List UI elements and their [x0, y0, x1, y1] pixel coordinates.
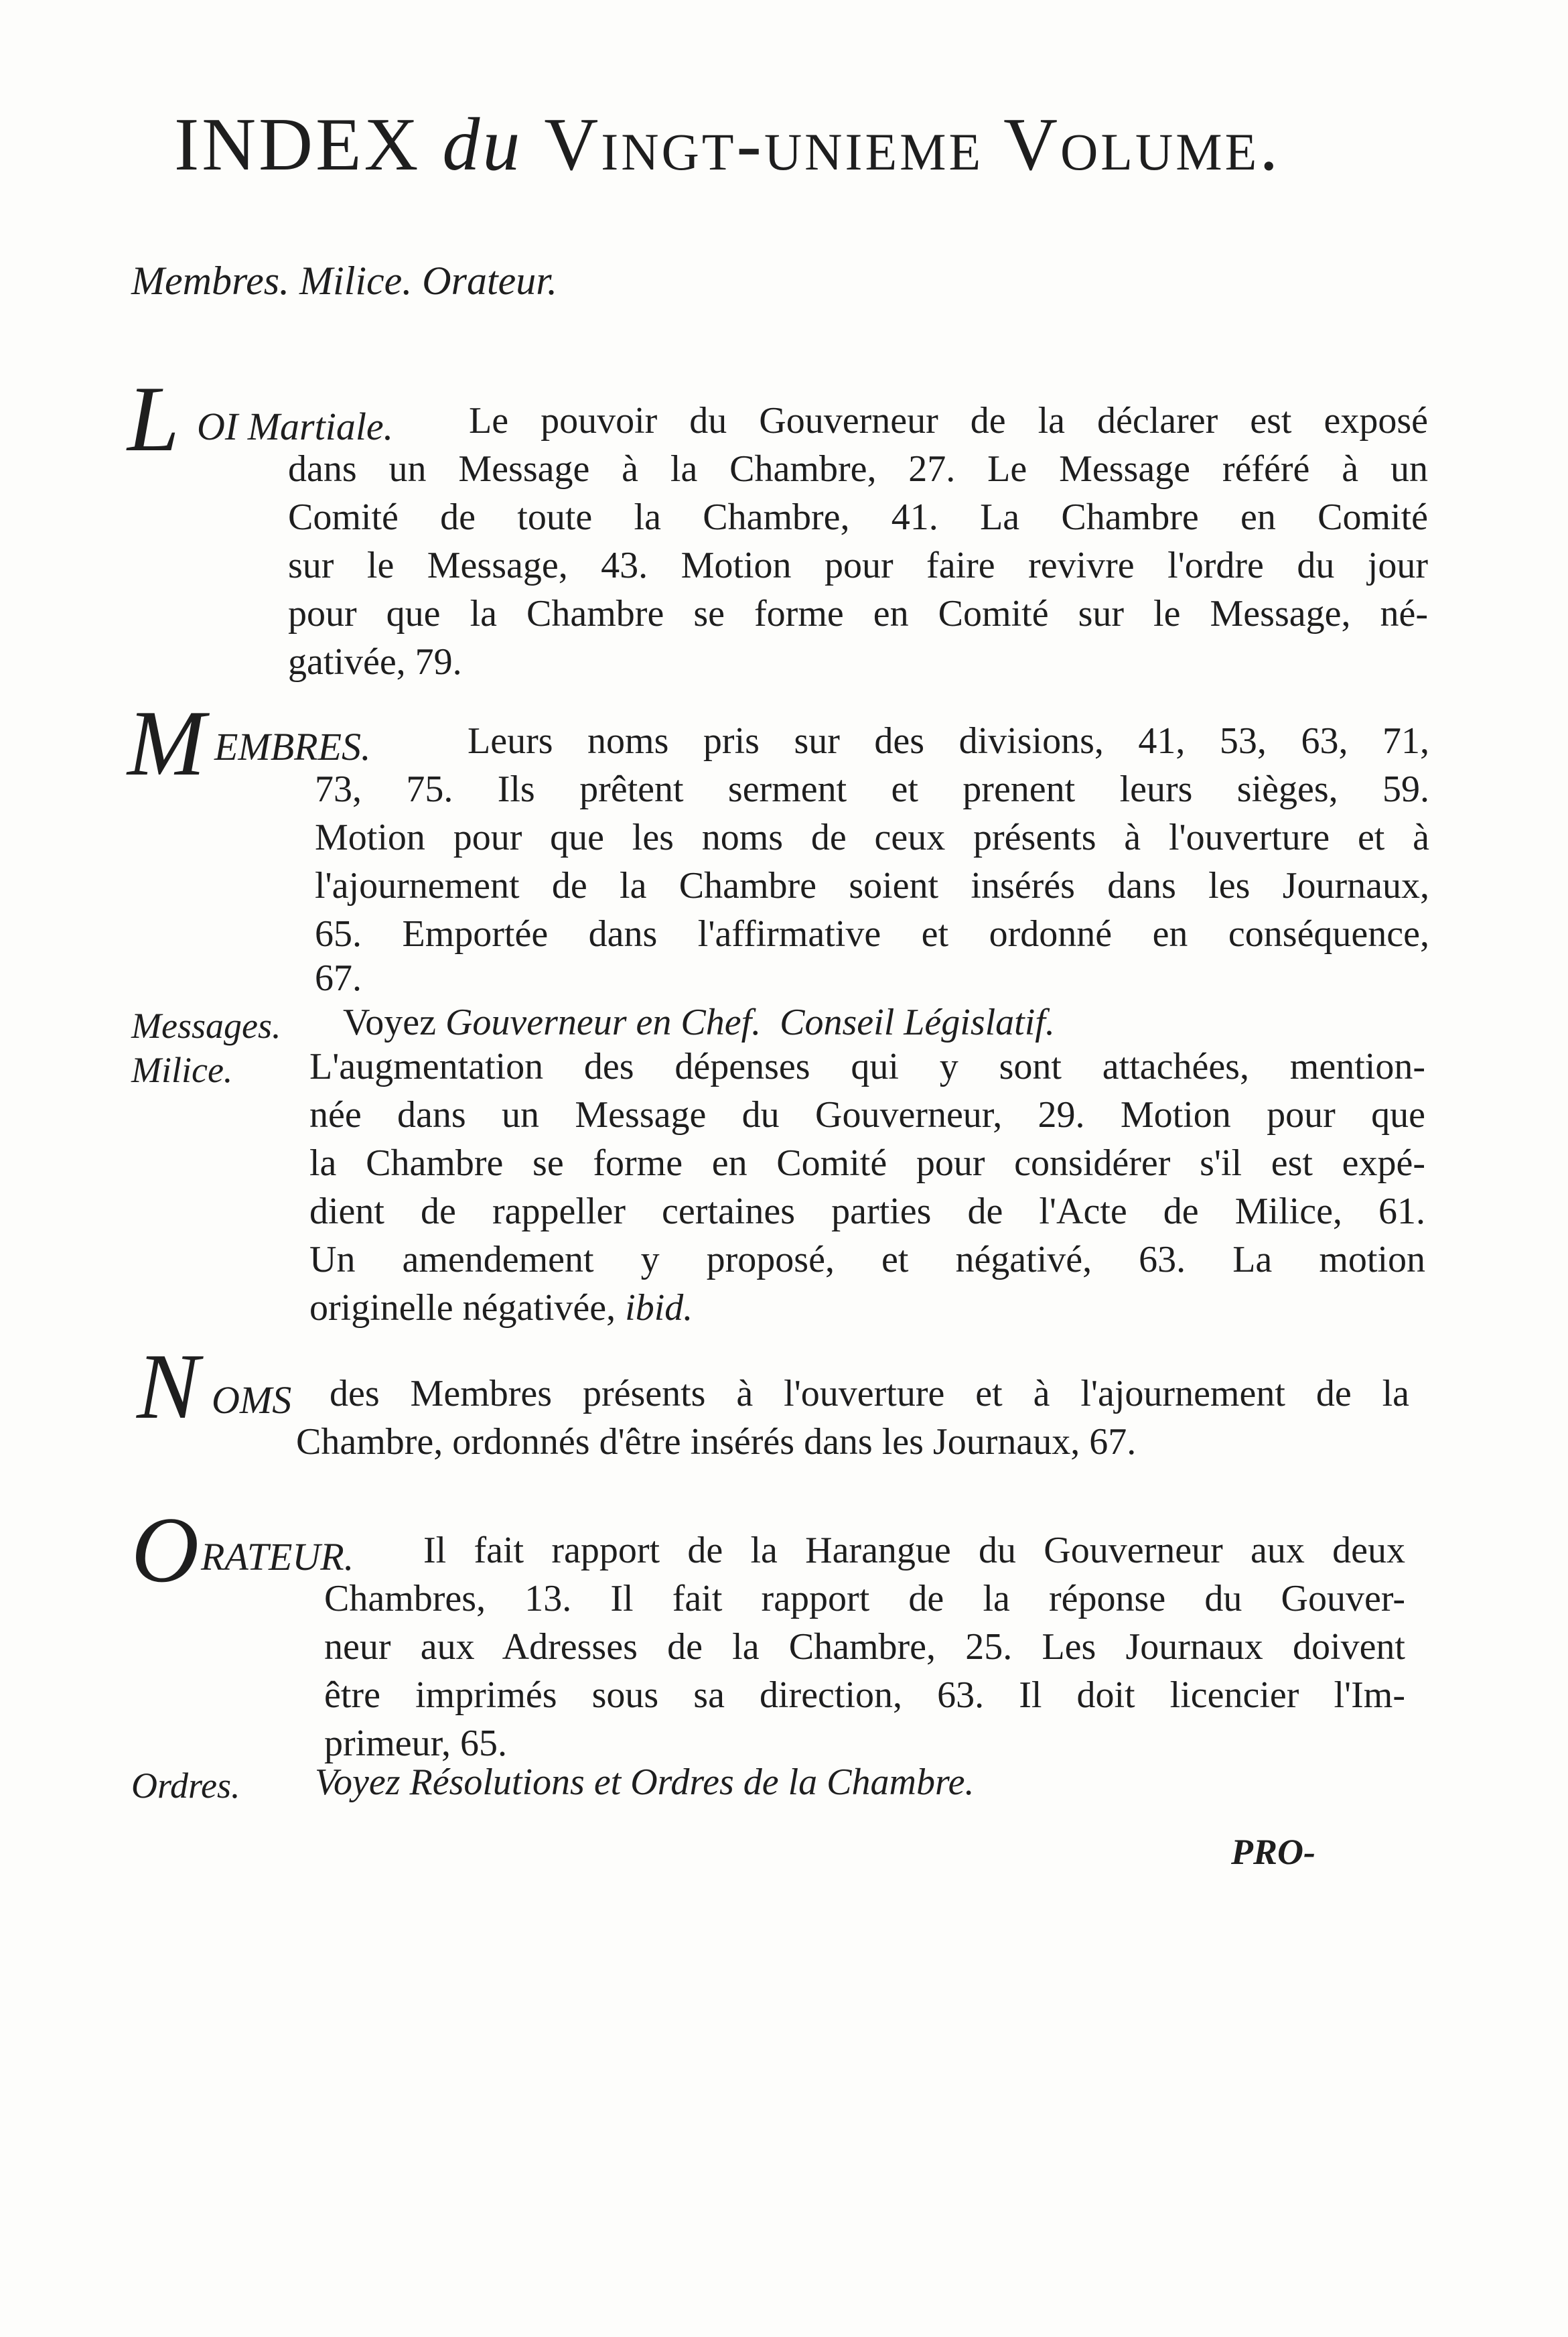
entry-milice-line: Un amendement y proposé, et négativé, 63. La motion: [309, 1239, 1425, 1280]
entry-membres-line: Leurs noms pris sur des divisions, 41, 53, 63, 71,: [468, 720, 1429, 762]
entry-orateur-line: neur aux Adresses de la Chambre, 25. Les Journaux doivent: [324, 1626, 1405, 1668]
entry-loi-line: dans un Message à la Chambre, 27. Le Message référé à un: [288, 448, 1428, 490]
entry-loi-dropcap: L: [127, 367, 180, 471]
entry-loi-line: Comité de toute la Chambre, 41. La Chambre en Comité: [288, 496, 1428, 538]
entry-messages-text: Voyez Gouverneur en Chef. Conseil Législatif.: [343, 1002, 1055, 1043]
entry-membres-line: l'ajournement de la Chambre soient insérés dans les Journaux,: [315, 865, 1429, 907]
entry-ordres-head: Ordres.: [131, 1765, 240, 1806]
entry-noms-line: des Membres présents à l'ouverture et à l'ajournement de la: [330, 1373, 1409, 1414]
entry-orateur-line: primeur, 65.: [324, 1723, 508, 1764]
entry-milice-line: L'augmentation des dépenses qui y sont attachées, mention-: [309, 1046, 1425, 1087]
catchword-bottom: PRO-: [1231, 1832, 1315, 1872]
entry-membres-line: 65. Emportée dans l'affirmative et ordonné en conséquence,: [315, 913, 1429, 955]
entry-loi-line: gativée, 79.: [288, 641, 462, 683]
entry-loi-line: pour que la Chambre se forme en Comité sur le Message, né-: [288, 593, 1428, 635]
entry-noms-line: Chambre, ordonnés d'être insérés dans les Journaux, 67.: [296, 1421, 1137, 1463]
entry-messages-ref-b: Conseil Législatif.: [780, 1002, 1055, 1043]
entry-messages-head: Messages.: [131, 1006, 281, 1046]
entry-ordres-text: Voyez Résolutions et Ordres de la Chambre.: [315, 1761, 975, 1803]
entry-loi-head: OI Martiale.: [197, 405, 394, 448]
entry-orateur-dropcap: O: [131, 1498, 200, 1602]
title-index: INDEX: [174, 103, 421, 186]
entry-milice-head: Milice.: [131, 1050, 233, 1090]
entry-orateur-head: RATEUR.: [201, 1535, 354, 1579]
entry-orateur-line: Chambres, 13. Il fait rapport de la réponse du Gouver-: [324, 1578, 1405, 1619]
title-du: du: [442, 103, 523, 186]
entry-membres-dropcap: M: [127, 691, 206, 795]
page-title: [174, 103, 1281, 186]
entry-milice-line: née dans un Message du Gouverneur, 29. Motion pour que: [309, 1094, 1425, 1136]
entry-membres-line: Motion pour que les noms de ceux présents à l'ouverture et à: [315, 817, 1429, 858]
entry-orateur-line: être imprimés sous sa direction, 63. Il doit licencier l'Im-: [324, 1674, 1405, 1716]
entry-membres-line: 67.: [315, 957, 362, 999]
entry-noms-head: OMS: [212, 1378, 292, 1422]
entry-milice-line: originelle négativée, ibid.: [309, 1287, 693, 1329]
entry-noms-dropcap: N: [137, 1335, 200, 1439]
entry-milice-ibid: ibid.: [625, 1287, 693, 1329]
catchwords-top: Membres. Milice. Orateur.: [131, 259, 557, 303]
title-volume: Vingt-unieme Volume.: [544, 103, 1281, 186]
entry-loi-line: Le pouvoir du Gouverneur de la déclarer est exposé: [469, 400, 1428, 442]
entry-loi-line: sur le Message, 43. Motion pour faire revivre l'ordre du jour: [288, 545, 1428, 586]
entry-messages-ref-a: Gouverneur en Chef.: [445, 1002, 762, 1043]
entry-milice-line: dient de rappeller certaines parties de l'Acte de Milice, 61.: [309, 1191, 1425, 1232]
entry-membres-line: 73, 75. Ils prêtent serment et prenent leurs sièges, 59.: [315, 769, 1429, 810]
entry-orateur-line: Il fait rapport de la Harangue du Gouverneur aux deux: [423, 1530, 1405, 1571]
entry-membres-head: EMBRES.: [214, 725, 371, 769]
entry-milice-line: la Chambre se forme en Comité pour considérer s'il est expé-: [309, 1142, 1425, 1184]
